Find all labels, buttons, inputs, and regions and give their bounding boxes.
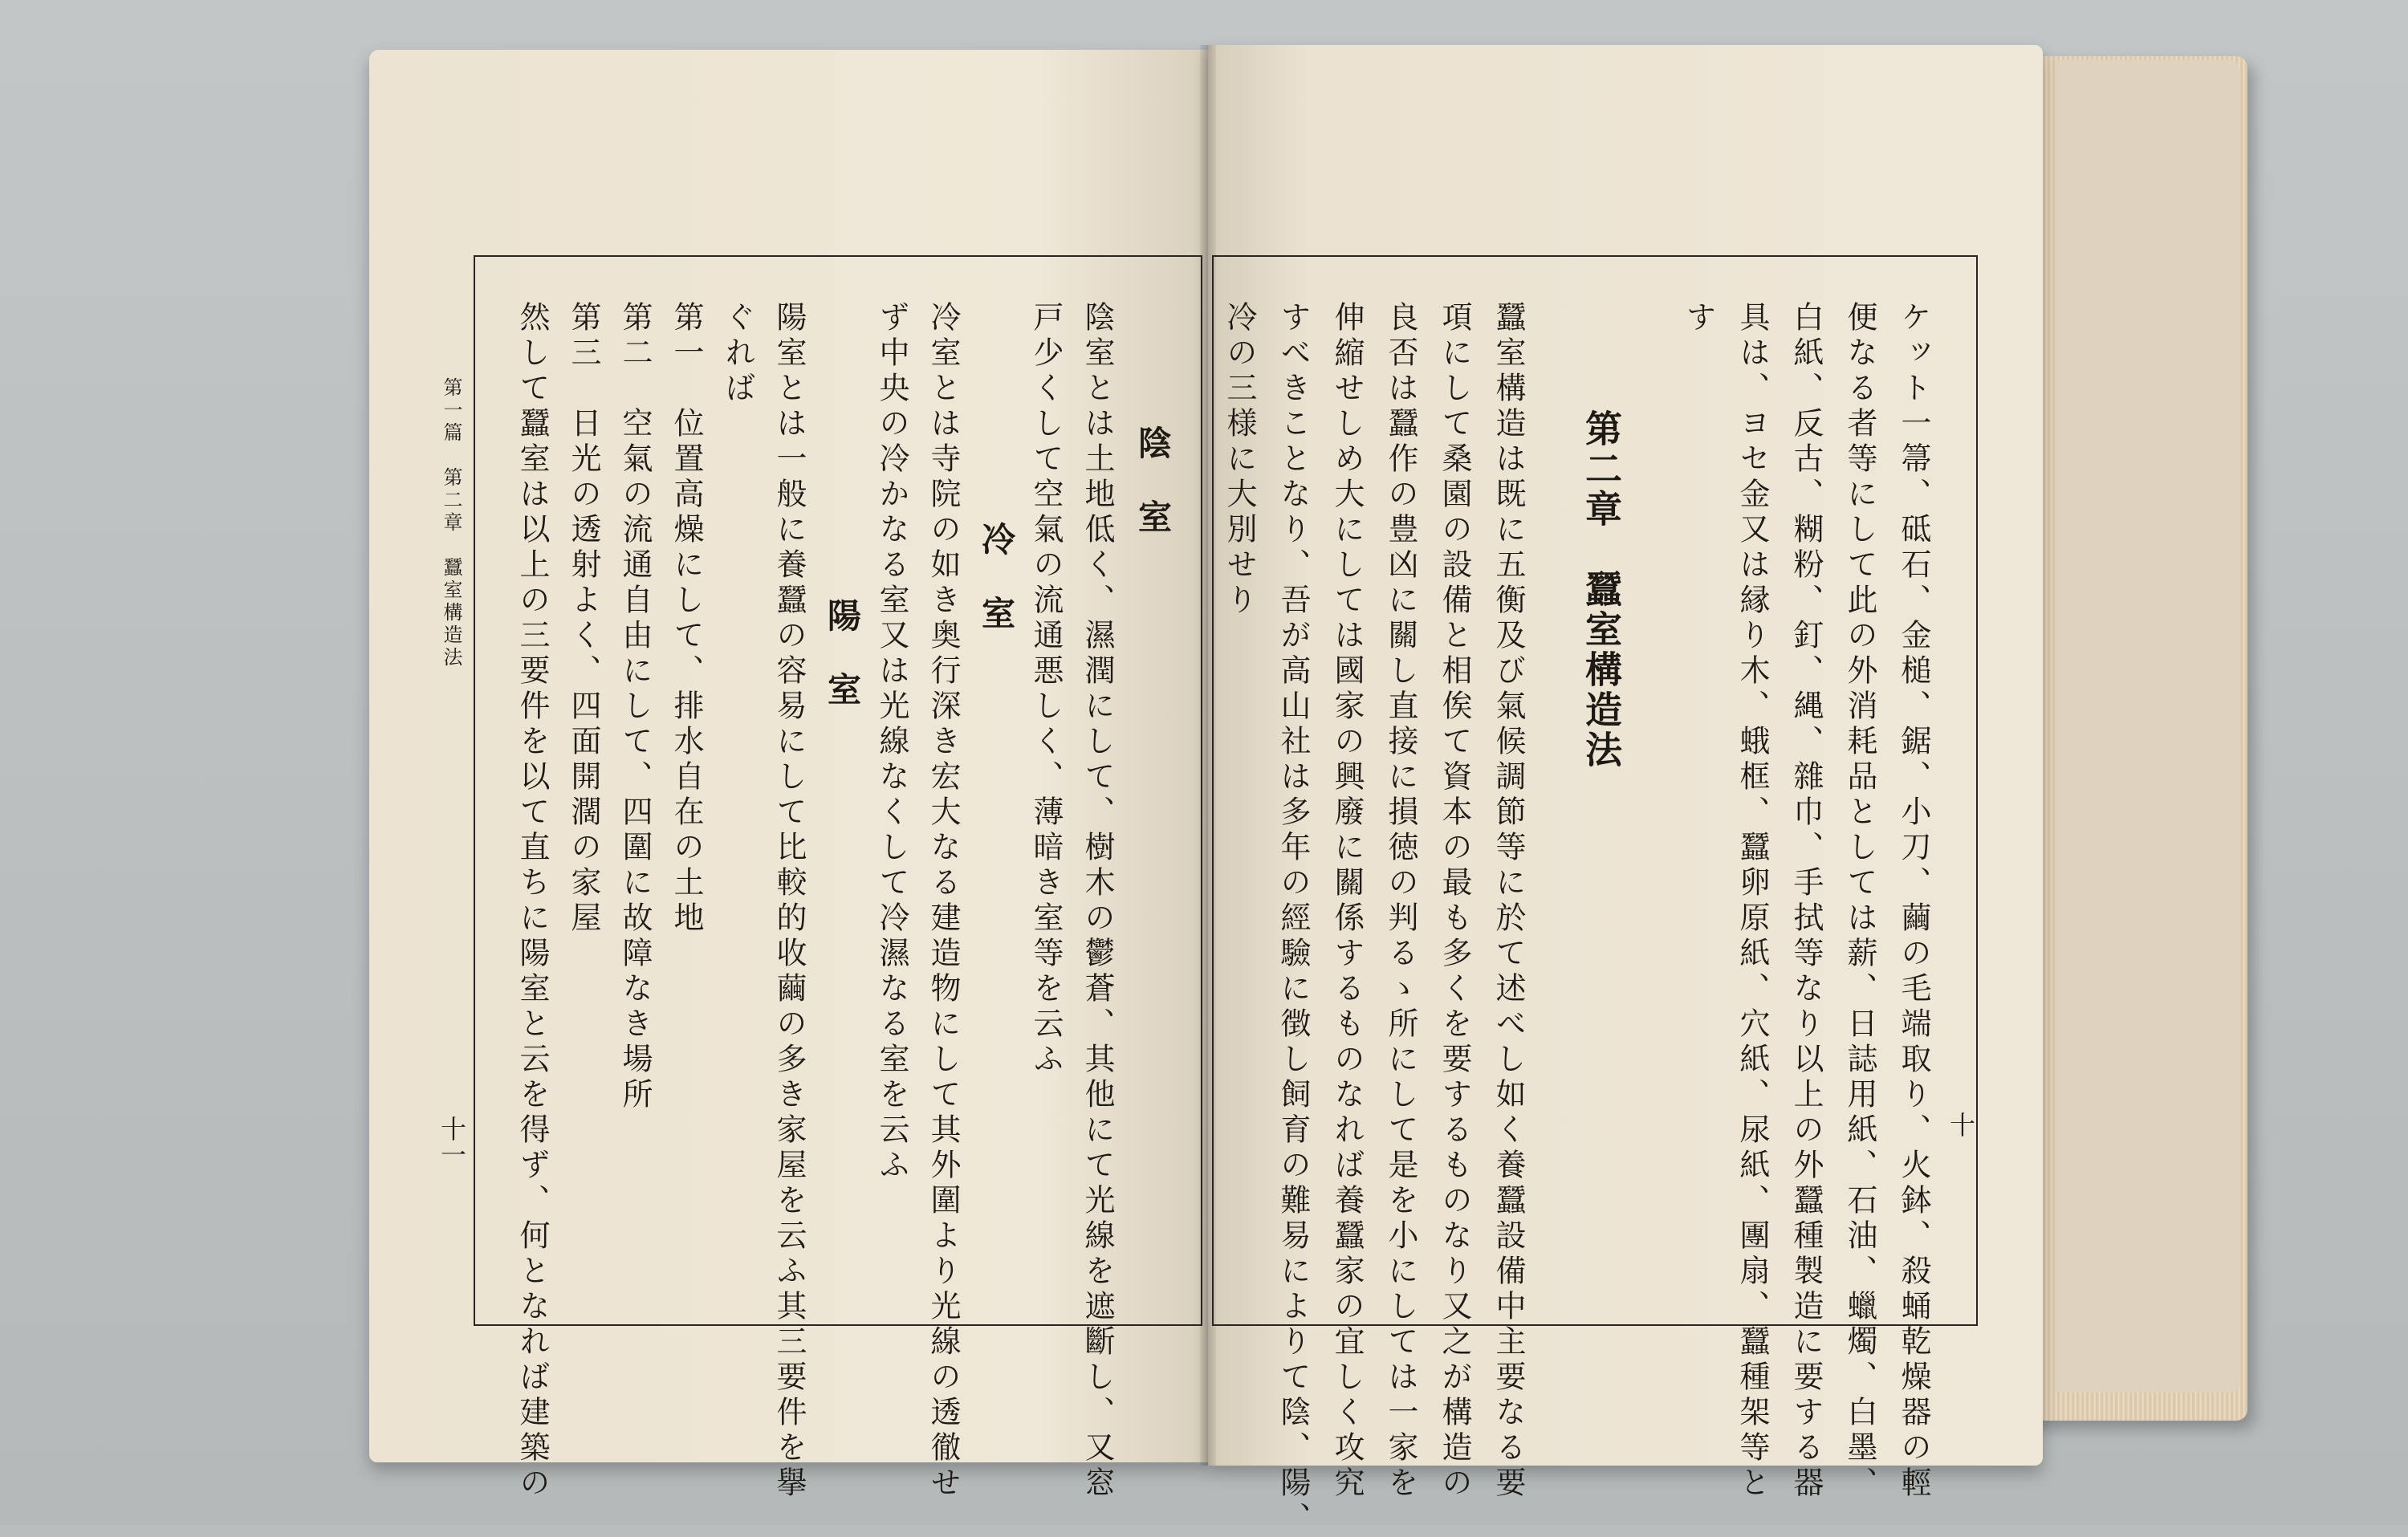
text-column: す [1681,301,1716,336]
page-number-right: 十 [1946,1112,1976,1137]
text-column: 便なる者等にして此の外消耗品としては薪、日誌用紙、石油、蠟燭、白墨、 [1842,301,1877,1502]
text-column: 良否は蠶作の豊凶に關し直接に損徳の判るゝ所にして是を小にしては一家を [1383,301,1418,1502]
text-column: 戸少くして空氣の流通悪しく、薄暗き室等を云ふ [1028,301,1064,1078]
text-column: 冷室とは寺院の如き奥行深き宏大なる建造物にして其外圍より光線の透徹せ [925,301,961,1502]
back-cover [2055,60,2239,1393]
chapter-heading: 第二章 蠶室構造法 [1580,409,1623,771]
text-column: 第三 日光の透射よく、四面開濶の家屋 [566,301,601,937]
text-column: 具は、ヨセ金又は縁り木、蛾框、蠶卵原紙、穴紙、尿紙、團扇、蠶種架等と [1735,301,1770,1502]
text-column: 第一 位置高燥にして、排水自在の土地 [669,301,704,937]
text-column: すべきことなり、吾が高山社は多年の經驗に徴し飼育の難易によりて陰、陽、 [1275,301,1311,1537]
text-column: 第二 空氣の流通自由にして、四圍に故障なき場所 [617,301,653,1113]
text-column: 冷の三様に大別せり [1222,301,1257,619]
text-column: 陰室とは土地低く、濕潤にして、樹木の鬱蒼、其他にて光線を遮斷し、又窓 [1080,301,1115,1502]
section-heading-cold-room: 冷 室 [977,522,1016,632]
text-column: ぐれば [720,301,755,407]
text-column: 陽室とは一般に養蠶の容易にして比較的收繭の多き家屋を云ふ其三要件を擧 [771,301,807,1502]
section-heading-dark-room: 陰 室 [1133,425,1173,536]
text-column: 蠶室構造は既に五衡及び氣候調節等に於て述べし如く養蠶設備中主要なる要 [1491,301,1526,1502]
page-number-left: 十一 [437,1116,467,1167]
text-column: 伸縮せしめ大にしては國家の興廢に關係するものなれば養蠶家の宜しく攻究 [1329,301,1365,1502]
running-head: 第一篇 第二章 蠶室構造法 [440,377,462,669]
text-column: 白紙、反古、糊粉、釘、縄、雜巾、手拭等なり以上の外蠶種製造に要する器 [1788,301,1824,1502]
text-column: ケット一箒、砥石、金槌、鋸、小刀、繭の毛端取り、火鉢、殺蛹乾燥器の輕 [1896,301,1931,1502]
text-column: ず中央の冷かなる室又は光線なくして冷濕なる室を云ふ [874,301,909,1184]
section-heading-bright-room: 陽 室 [823,598,862,709]
text-column: 然して蠶室は以上の三要件を以て直ちに陽室と云を得ず、何となれば建築の [515,301,550,1502]
text-column: 項にして桑園の設備と相俟て資本の最も多くを要するものなり又之が構造の [1437,301,1472,1502]
